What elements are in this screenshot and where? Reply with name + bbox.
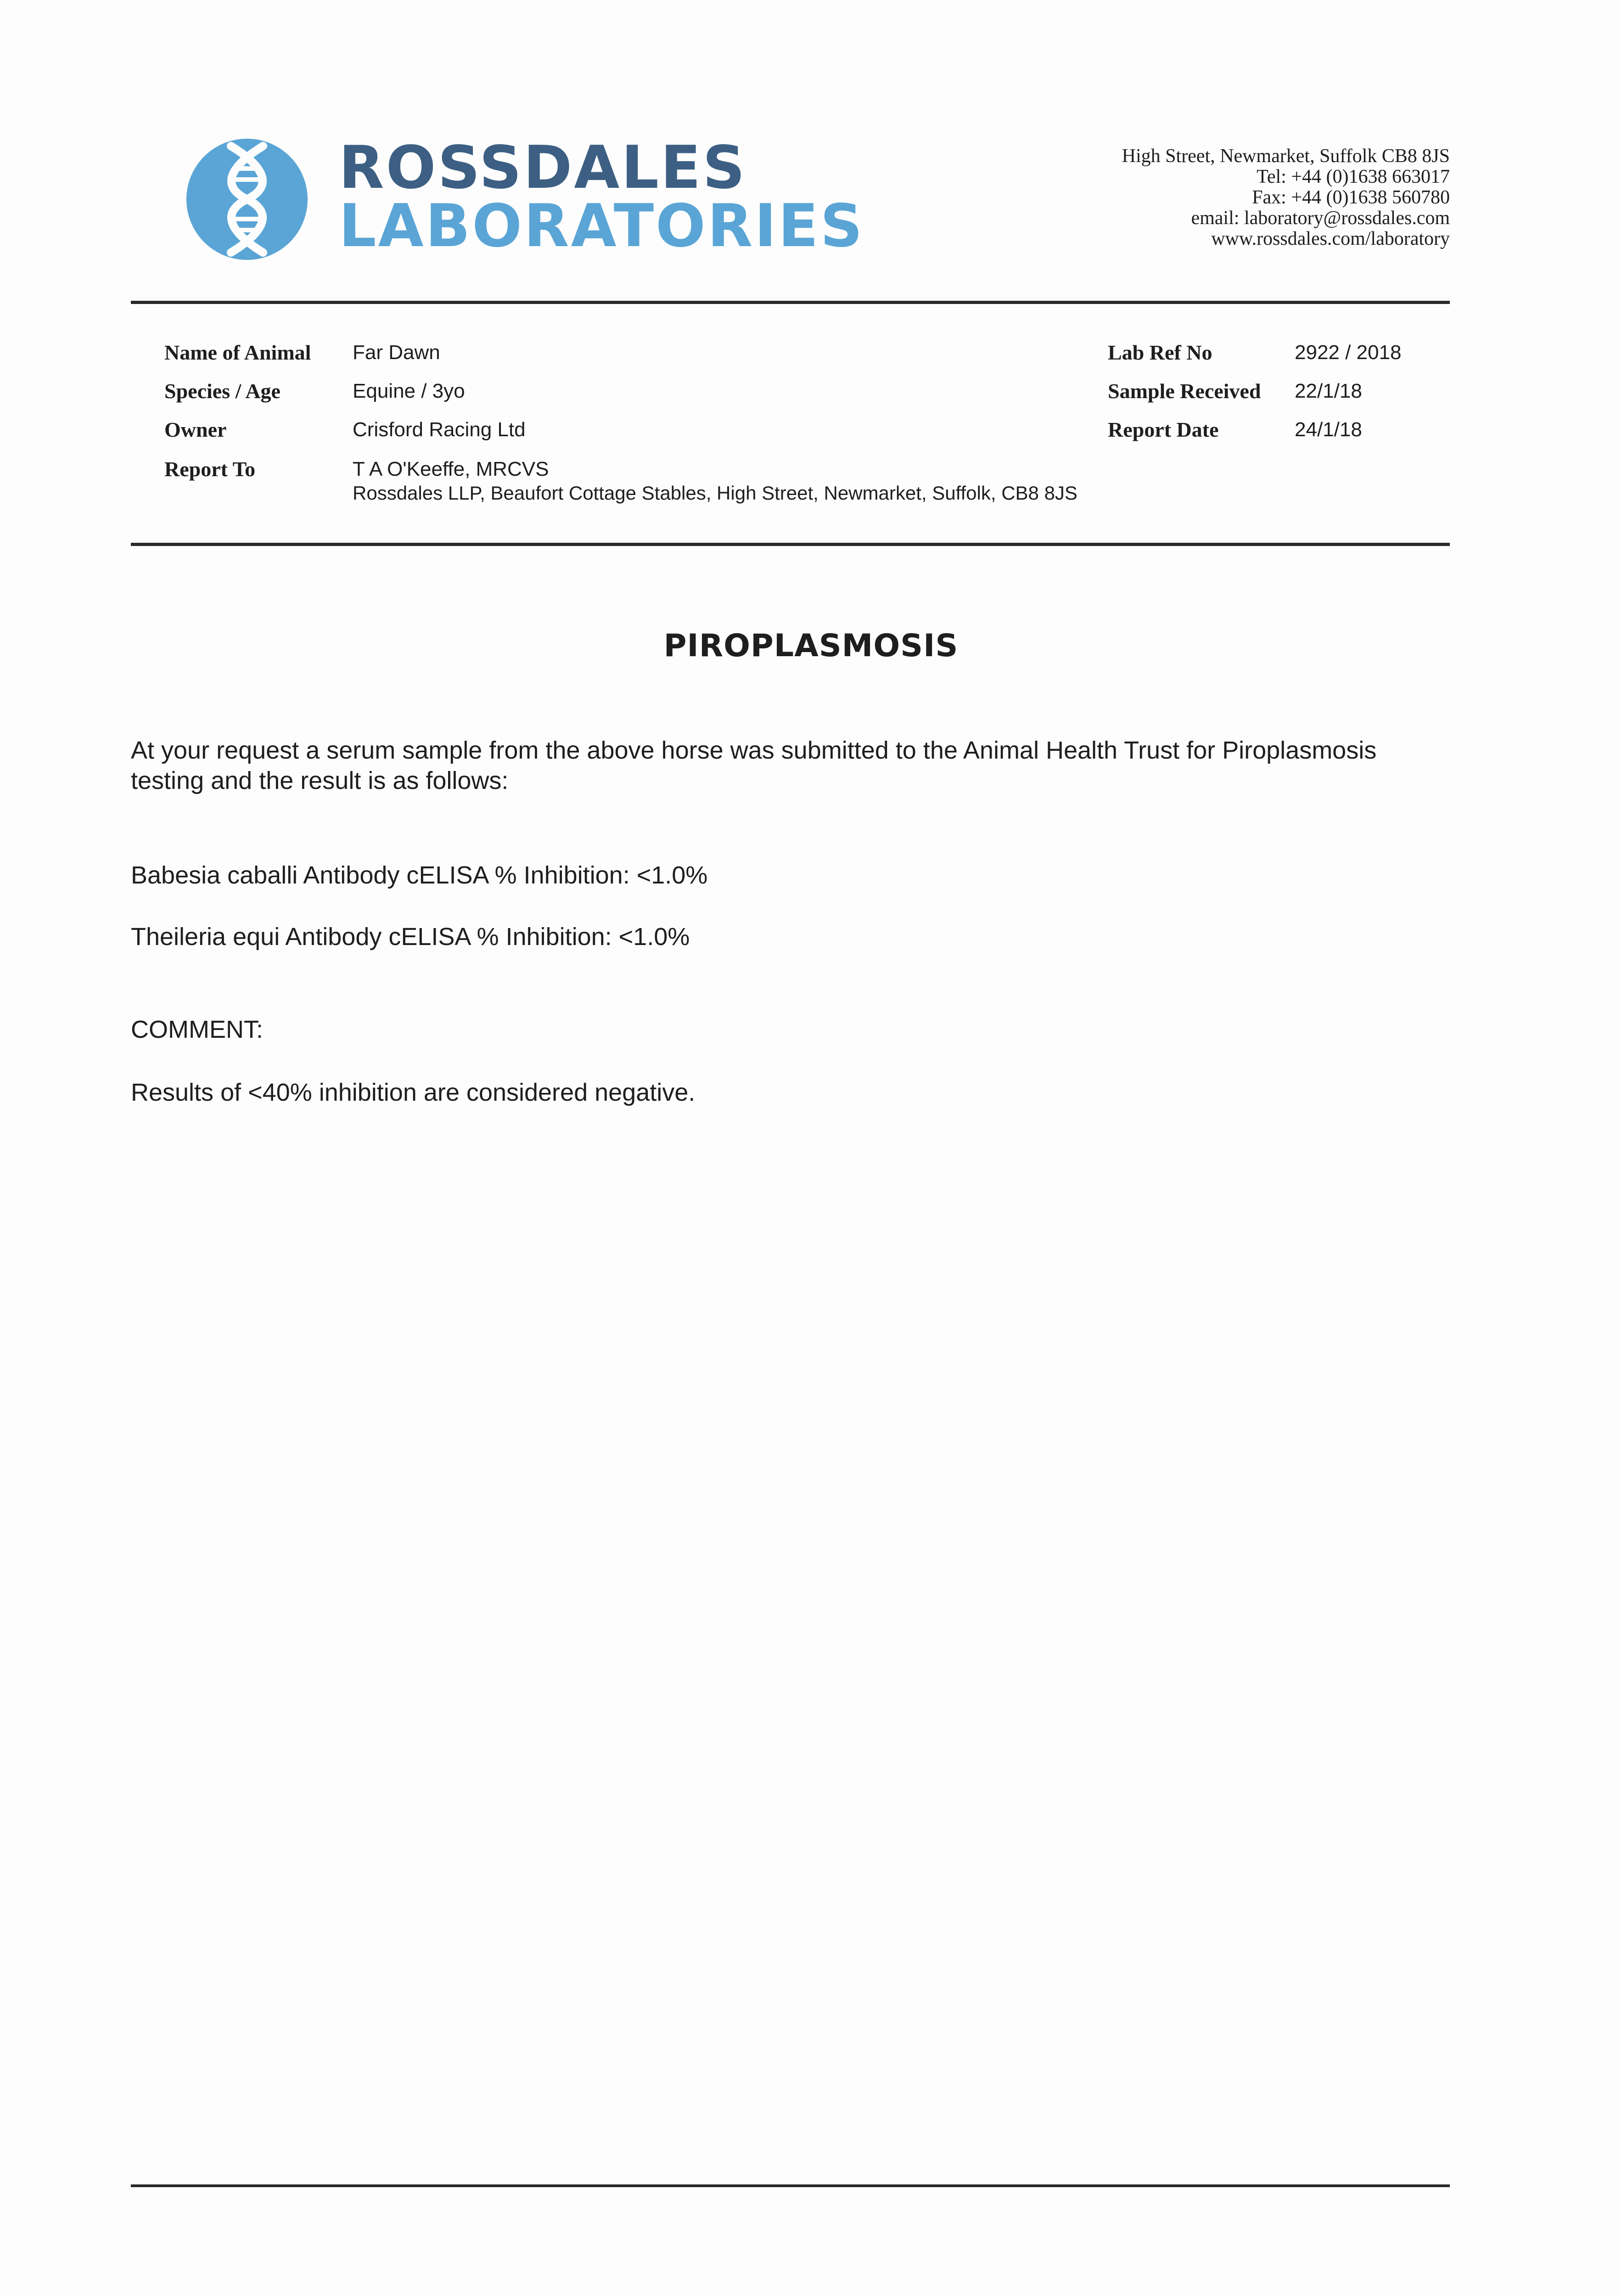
species-age-value: Equine / 3yo: [353, 380, 465, 402]
name-of-animal-label: Name of Animal: [164, 341, 311, 364]
comment-heading: COMMENT:: [131, 1016, 263, 1043]
contact-web: www.rossdales.com/laboratory: [1211, 228, 1450, 249]
report-date-label: Report Date: [1108, 418, 1219, 441]
header-divider: [131, 301, 1450, 304]
brand-name-line1: ROSSDALES: [339, 134, 747, 202]
intro-text-line2: testing and the result is as follows:: [131, 767, 509, 794]
contact-tel: Tel: +44 (0)1638 663017: [1257, 166, 1450, 187]
lab-ref-value: 2922 / 2018: [1295, 341, 1402, 364]
report-to-label: Report To: [164, 457, 256, 481]
owner-label: Owner: [164, 418, 227, 441]
comment-text: Results of <40% inhibition are considered negative.: [131, 1079, 696, 1106]
sample-received-label: Sample Received: [1108, 379, 1261, 403]
result-theileria: Theileria equi Antibody cELISA % Inhibition: <1.0%: [131, 923, 690, 951]
name-of-animal-value: Far Dawn: [353, 341, 440, 364]
result-babesia: Babesia caballi Antibody cELISA % Inhibition: <1.0%: [131, 861, 708, 889]
contact-email: email: laboratory@rossdales.com: [1191, 208, 1450, 229]
species-age-label: Species / Age: [164, 379, 281, 403]
lab-ref-label: Lab Ref No: [1108, 341, 1212, 364]
info-divider: [131, 543, 1450, 546]
report-title: PIROPLASMOSIS: [663, 628, 959, 664]
contact-fax: Fax: +44 (0)1638 560780: [1252, 187, 1450, 208]
contact-address: High Street, Newmarket, Suffolk CB8 8JS: [1122, 146, 1450, 167]
sample-received-value: 22/1/18: [1295, 380, 1362, 402]
footer-divider: [131, 2184, 1450, 2187]
intro-text-line1: At your request a serum sample from the above horse was submitted to the Animal Health Trust for Piroplasmosis: [131, 737, 1377, 764]
report-date-value: 24/1/18: [1295, 418, 1362, 441]
owner-value: Crisford Racing Ltd: [353, 418, 526, 441]
report-to-name: T A O'Keeffe, MRCVS: [353, 458, 549, 480]
report-to-address: Rossdales LLP, Beaufort Cottage Stables, High Street, Newmarket, Suffolk, CB8 8JS: [353, 482, 1078, 504]
brand-name-line2: LABORATORIES: [339, 192, 864, 260]
dna-helix-icon: [183, 138, 311, 261]
